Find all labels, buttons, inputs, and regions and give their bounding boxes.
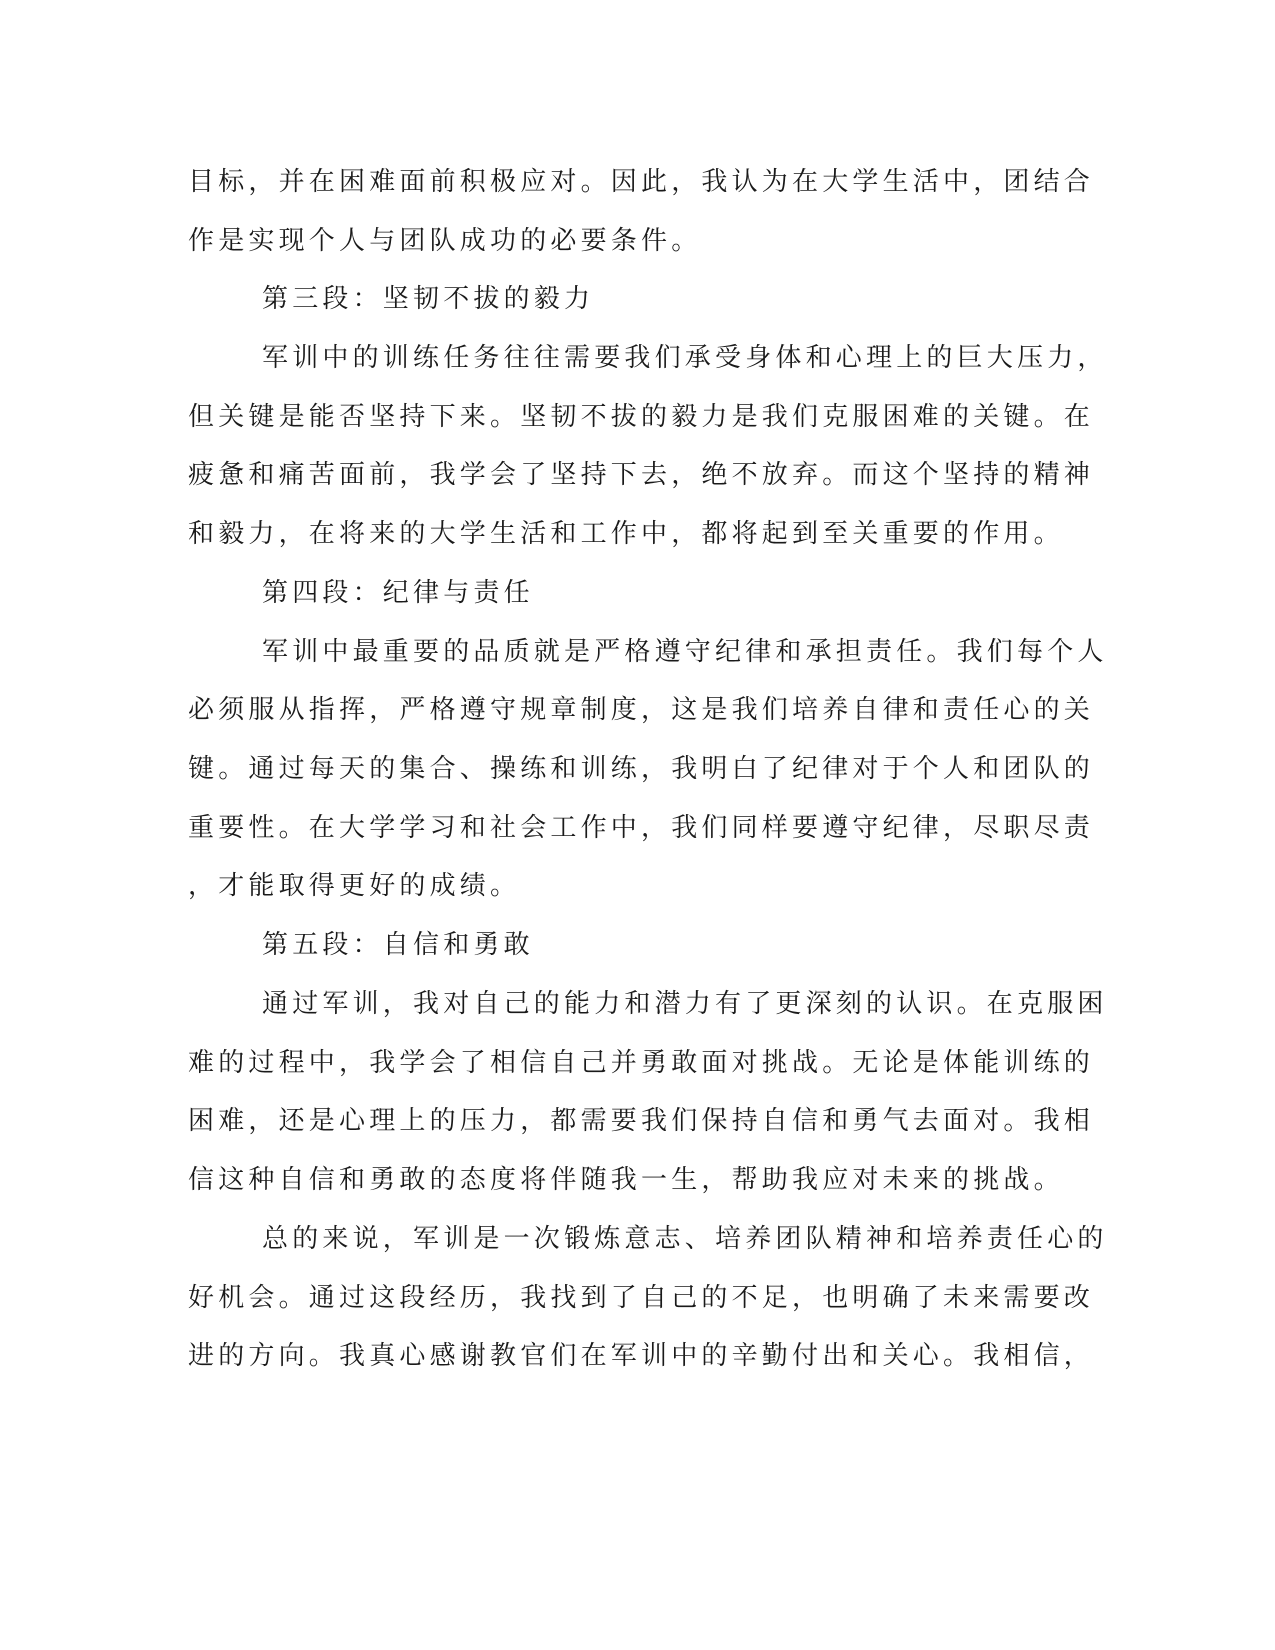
text-line: 军训中的训练任务往往需要我们承受身体和心理上的巨大压力， [262, 343, 1108, 373]
text-line: 军训中最重要的品质就是严格遵守纪律和承担责任。我们每个人 [262, 637, 1108, 667]
section-heading: 第四段：纪律与责任 [262, 578, 534, 608]
text-line: 总的来说，军训是一次锻炼意志、培养团队精神和培养责任心的 [262, 1224, 1108, 1254]
section-heading: 第五段：自信和勇敢 [262, 930, 534, 960]
text-line: 作是实现个人与团队成功的必要条件。 [188, 226, 702, 256]
text-line: 通过军训，我对自己的能力和潜力有了更深刻的认识。在克服困 [262, 989, 1108, 1019]
text-line: 和毅力，在将来的大学生活和工作中，都将起到至关重要的作用。 [188, 519, 1064, 549]
section-heading: 第三段：坚韧不拔的毅力 [262, 284, 595, 314]
text-line: 但关键是能否坚持下来。坚韧不拔的毅力是我们克服困难的关键。在 [188, 402, 1095, 432]
text-line: ，才能取得更好的成绩。 [188, 871, 521, 901]
text-line: 难的过程中，我学会了相信自己并勇敢面对挑战。无论是体能训练的 [188, 1048, 1095, 1078]
text-line: 目标，并在困难面前积极应对。因此，我认为在大学生活中，团结合 [188, 167, 1095, 197]
text-line: 信这种自信和勇敢的态度将伴随我一生，帮助我应对未来的挑战。 [188, 1165, 1064, 1195]
text-line: 疲惫和痛苦面前，我学会了坚持下去，绝不放弃。而这个坚持的精神 [188, 460, 1095, 490]
text-line: 困难，还是心理上的压力，都需要我们保持自信和勇气去面对。我相 [188, 1106, 1095, 1136]
text-line: 进的方向。我真心感谢教官们在军训中的辛勤付出和关心。我相信， [188, 1341, 1095, 1371]
text-line: 必须服从指挥，严格遵守规章制度，这是我们培养自律和责任心的关 [188, 695, 1095, 725]
text-line: 键。通过每天的集合、操练和训练，我明白了纪律对于个人和团队的 [188, 754, 1095, 784]
text-line: 重要性。在大学学习和社会工作中，我们同样要遵守纪律，尽职尽责 [188, 813, 1095, 843]
text-line: 好机会。通过这段经历，我找到了自己的不足，也明确了未来需要改 [188, 1283, 1095, 1313]
